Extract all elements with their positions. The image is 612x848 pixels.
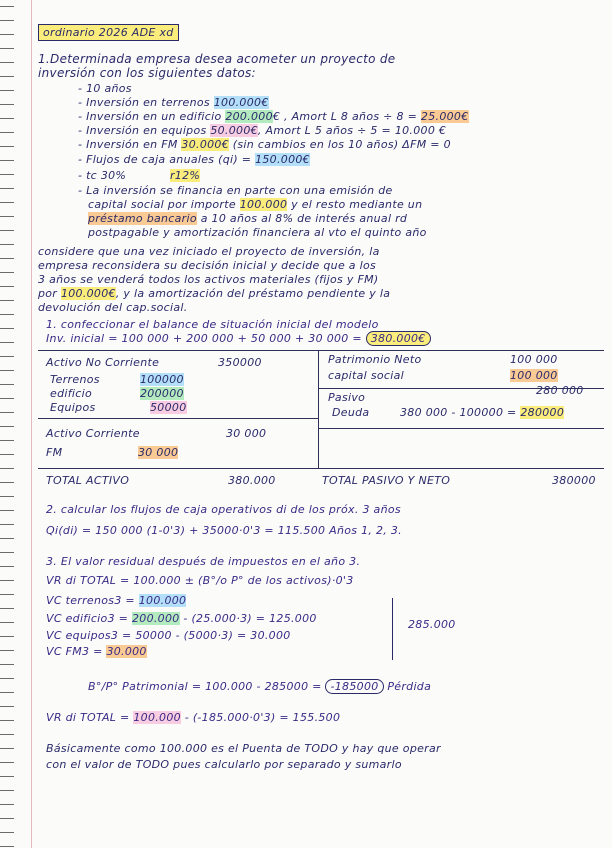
total-liab-value: 380000 <box>552 474 596 487</box>
q3-patrimonial: B°/P° Patrimonial = 100.000 - 285000 = -185000 Pérdida <box>88 680 432 693</box>
context-line-1: considere que una vez iniciado el proyecto de inversión, la <box>38 245 380 258</box>
fm-value: 30 000 <box>138 446 179 459</box>
ac-value: 30 000 <box>226 427 267 440</box>
margin-line <box>31 0 32 848</box>
context-line-3: 3 años se venderá todos los activos materiales (fijos y FM) <box>38 273 379 286</box>
bullet-financing-2: capital social por importe 100.000 y el resto mediante un <box>88 198 423 211</box>
balance-bottom-line <box>38 468 604 469</box>
page-title: ordinario 2026 ADE xd <box>38 24 179 41</box>
fm-label: FM <box>46 446 63 459</box>
bullet-land: - Inversión en terrenos 100.000€ <box>78 96 269 109</box>
context-line-4: por 100.000€, y la amortización del préstamo pendiente y la <box>38 287 391 300</box>
context-line-2: empresa reconsidera su decisión inicial y decide que a los <box>38 259 377 272</box>
total-liab-label: TOTAL PASIVO Y NETO <box>322 474 451 487</box>
bullet-tax: - tc 30% r12% <box>78 169 201 182</box>
q1-title: 1. confeccionar el balance de situación inicial del modelo <box>46 318 379 331</box>
balance-divider <box>318 350 319 468</box>
sum-brace <box>392 598 397 660</box>
pn-value: 100 000 <box>510 353 558 366</box>
balance-right-low-line <box>318 428 604 429</box>
anc-value: 350000 <box>218 356 262 369</box>
q3-land: VC terrenos3 = 100.000 <box>46 594 187 607</box>
problem-line-1: 1.Determinada empresa desea acometer un proyecto de <box>38 52 396 66</box>
capital-label: capital social <box>328 369 404 382</box>
bullet-cashflows: - Flujos de caja anuales (qi) = 150.000€ <box>78 153 310 166</box>
note-line-1: Básicamente como 100.000 es el Puenta de TODO y hay que operar <box>46 742 441 755</box>
q3-building: VC edificio3 = 200.000 - (25.000·3) = 125.000 <box>46 612 317 625</box>
equipment-value: 50000 <box>150 401 187 414</box>
bullet-years: - 10 años <box>78 82 132 95</box>
bullet-fm: - Inversión en FM 30.000€ (sin cambios en los 10 años) ΔFM = 0 <box>78 138 451 151</box>
pasivo-value: 280 000 <box>536 384 584 397</box>
q3-vr-total: VR di TOTAL = 100.000 - (-185.000·0'3) = 155.500 <box>46 711 341 724</box>
brace-total: 285.000 <box>408 618 456 631</box>
bullet-financing-4: postpagable y amortización financiera al vto el quinto año <box>88 226 427 239</box>
context-line-5: devolución del cap.social. <box>38 301 188 314</box>
land-label: Terrenos <box>50 373 100 386</box>
ac-label: Activo Corriente <box>46 427 140 440</box>
land-value: 100000 <box>140 373 184 386</box>
total-assets-label: TOTAL ACTIVO <box>46 474 130 487</box>
q2-title: 2. calcular los flujos de caja operativos di de los próx. 3 años <box>46 503 401 516</box>
q3-title: 3. El valor residual después de impuestos en el año 3. <box>46 555 361 568</box>
q3-line-1: VR di TOTAL = 100.000 ± (B°/o P° de los activos)·0'3 <box>46 574 354 587</box>
q3-fm: VC FM3 = 30.000 <box>46 645 147 658</box>
debt-label: Deuda <box>332 406 370 419</box>
problem-line-2: inversión con los siguientes datos: <box>38 66 256 80</box>
spiral-binding <box>0 0 14 848</box>
building-label: edificio <box>50 387 92 400</box>
debt-value: 380 000 - 100000 = 280000 <box>400 406 565 419</box>
anc-label: Activo No Corriente <box>46 356 160 369</box>
bullet-financing-1: - La inversión se financia en parte con una emisión de <box>78 184 393 197</box>
bullet-building: - Inversión en un edificio 200.000€ , Amort L 8 años ÷ 8 = 25.000€ <box>78 110 469 123</box>
note-line-2: con el valor de TODO pues calcularlo por separado y sumarlo <box>46 758 402 771</box>
total-assets-value: 380.000 <box>228 474 276 487</box>
building-value: 200000 <box>140 387 184 400</box>
pn-label: Patrimonio Neto <box>328 353 422 366</box>
bullet-financing-3: préstamo bancario a 10 años al 8% de interés anual rd <box>88 212 408 225</box>
balance-left-mid-line <box>38 418 318 419</box>
bullet-equipment: - Inversión en equipos 50.000€, Amort L 5 años ÷ 5 = 10.000 € <box>78 124 447 137</box>
capital-value: 100 000 <box>510 369 558 382</box>
q2-formula: Qi(di) = 150 000 (1-0'3) + 35000·0'3 = 115.500 Años 1, 2, 3. <box>46 524 402 537</box>
q1-initial-investment: Inv. inicial = 100 000 + 200 000 + 50 000 + 30 000 = 380.000€ <box>46 332 431 345</box>
q3-equipment: VC equipos3 = 50000 - (5000·3) = 30.000 <box>46 629 291 642</box>
equipment-label: Equipos <box>50 401 96 414</box>
balance-top-line <box>38 350 604 351</box>
pasivo-label: Pasivo <box>328 391 366 404</box>
